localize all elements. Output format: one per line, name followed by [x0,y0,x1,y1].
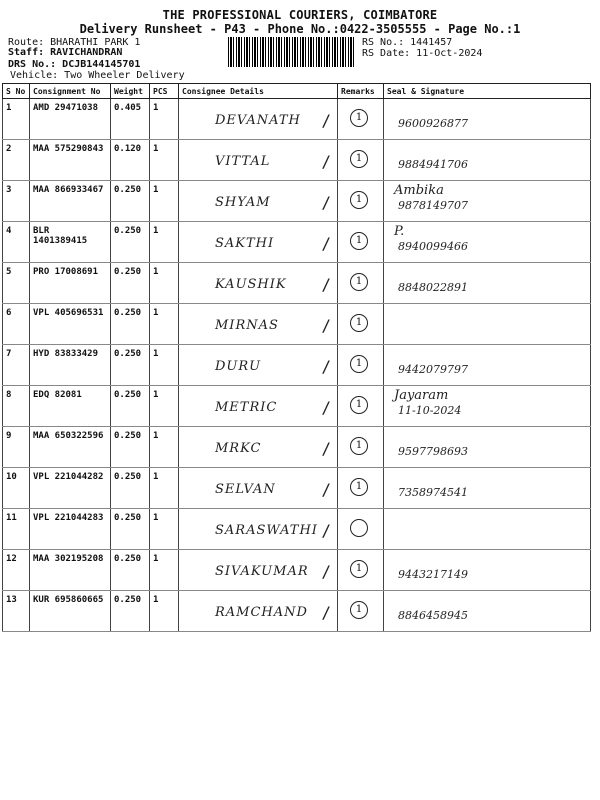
remark-circle: 1 [350,191,368,209]
cell-weight: 0.405 [111,99,150,140]
route: Route: BHARATHI PARK 1 [8,37,141,48]
cell-consignee [179,263,338,304]
remark-circle: 1 [350,109,368,127]
cell-signature [384,591,591,632]
cell-consignment-no: PRO 17008691 [30,263,111,304]
cell-weight: 0.250 [111,181,150,222]
signature-phone: 9597798693 [398,445,468,458]
signature-phone: 9443217149 [398,568,468,581]
cell-remarks [338,345,384,386]
cell-remarks [338,386,384,427]
cell-consignment-no: HYD 83833429 [30,345,111,386]
cell-remarks [338,304,384,345]
cell-weight: 0.250 [111,386,150,427]
cell-pcs: 1 [150,427,179,468]
col-consignment: Consignment No [30,84,111,99]
cell-consignment-no: MAA 650322596 [30,427,111,468]
cell-remarks [338,99,384,140]
runsheet-table [2,83,591,632]
staff: Staff: RAVICHANDRAN [8,47,123,58]
signature-phone: 9600926877 [398,117,468,130]
cell-pcs: 1 [150,468,179,509]
consignee-name: SARASWATHI [215,523,318,538]
table-row [3,140,591,181]
consignee-name: SHYAM [215,195,271,210]
table-row [3,345,591,386]
cell-weight: 0.250 [111,468,150,509]
cell-sno: 2 [3,140,30,181]
table-row [3,181,591,222]
table-row [3,304,591,345]
table-header-row [3,84,591,99]
cell-consignment-no: AMD 29471038 [30,99,111,140]
company-title: THE PROFESSIONAL COURIERS, COIMBATORE [162,8,438,22]
cell-consignee [179,427,338,468]
cell-consignment-no: VPL 221044283 [30,509,111,550]
consignee-name: RAMCHAND [215,605,308,620]
table-row [3,263,591,304]
remark-circle: 1 [350,314,368,332]
cell-consignee [179,591,338,632]
cell-signature [384,509,591,550]
signature-text: Jayaram [394,388,449,403]
remark-circle: 1 [350,232,368,250]
cell-sno: 11 [3,509,30,550]
cell-weight: 0.120 [111,140,150,181]
rs-date: RS Date: 11-Oct-2024 [362,48,483,59]
cell-remarks [338,222,384,263]
cell-consignee [179,468,338,509]
cell-pcs: 1 [150,222,179,263]
cell-consignee [179,140,338,181]
col-pcs: PCS [150,84,179,99]
cell-pcs: 1 [150,304,179,345]
remark-circle: 1 [350,355,368,373]
cell-pcs: 1 [150,591,179,632]
table-row [3,386,591,427]
cell-remarks [338,263,384,304]
signature-phone: 9442079797 [398,363,468,376]
signature-text: Ambika [394,183,444,198]
cell-consignment-no: KUR 695860665 [30,591,111,632]
table-row [3,99,591,140]
cell-sno: 12 [3,550,30,591]
consignee-name: SIVAKUMAR [215,564,309,579]
check-mark-icon: / [321,275,331,294]
signature-phone: 8848022891 [398,281,468,294]
cell-signature [384,304,591,345]
table-row [3,509,591,550]
cell-consignment-no: EDQ 82081 [30,386,111,427]
consignee-name: DURU [215,359,262,374]
table-row [3,222,591,263]
runsheet-subtitle: Delivery Runsheet - P43 - Phone No.:0422-3505555 - Page No.:1 [79,22,521,36]
cell-signature [384,345,591,386]
barcode-image [228,37,354,67]
cell-remarks [338,591,384,632]
check-mark-icon: / [321,562,331,581]
cell-consignee [179,222,338,263]
cell-consignee [179,181,338,222]
cell-weight: 0.250 [111,222,150,263]
cell-weight: 0.250 [111,591,150,632]
cell-sno: 1 [3,99,30,140]
table-row [3,427,591,468]
cell-signature [384,263,591,304]
check-mark-icon: / [321,152,331,171]
cell-weight: 0.250 [111,345,150,386]
cell-remarks [338,468,384,509]
cell-remarks [338,509,384,550]
table-row [3,550,591,591]
cell-pcs: 1 [150,509,179,550]
cell-sno: 4 [3,222,30,263]
cell-remarks [338,427,384,468]
check-mark-icon: / [321,603,331,622]
cell-sno: 13 [3,591,30,632]
cell-consignment-no: VPL 405696531 [30,304,111,345]
cell-consignee [179,345,338,386]
check-mark-icon: / [321,234,331,253]
cell-sno: 10 [3,468,30,509]
cell-pcs: 1 [150,386,179,427]
cell-weight: 0.250 [111,263,150,304]
remark-circle: 1 [350,601,368,619]
consignee-name: SELVAN [215,482,276,497]
signature-text: P. [394,224,405,239]
check-mark-icon: / [321,316,331,335]
cell-signature [384,550,591,591]
table-row [3,468,591,509]
check-mark-icon: / [321,193,331,212]
cell-consignee [179,386,338,427]
drs-number: DRS No.: DCJB144145701 [8,59,141,70]
check-mark-icon: / [321,398,331,417]
cell-sno: 5 [3,263,30,304]
cell-pcs: 1 [150,550,179,591]
remark-circle: 1 [350,478,368,496]
cell-consignment-no: MAA 866933467 [30,181,111,222]
cell-consignment-no: BLR 1401389415 [30,222,111,263]
cell-weight: 0.250 [111,304,150,345]
cell-weight: 0.250 [111,509,150,550]
signature-phone: 8940099466 [398,240,468,253]
cell-weight: 0.250 [111,427,150,468]
check-mark-icon: / [321,521,331,540]
remark-circle: 1 [350,273,368,291]
cell-remarks [338,550,384,591]
cell-signature [384,468,591,509]
cell-pcs: 1 [150,99,179,140]
cell-consignment-no: VPL 221044282 [30,468,111,509]
vehicle: Vehicle: Two Wheeler Delivery [10,70,185,81]
cell-pcs: 1 [150,345,179,386]
cell-signature [384,181,591,222]
cell-sno: 6 [3,304,30,345]
cell-pcs: 1 [150,263,179,304]
cell-consignee [179,304,338,345]
col-sno: S No [3,84,30,99]
cell-sno: 7 [3,345,30,386]
consignee-name: KAUSHIK [215,277,287,292]
cell-consignee [179,509,338,550]
signature-phone: 8846458945 [398,609,468,622]
remark-circle: 1 [350,560,368,578]
cell-signature [384,386,591,427]
signature-phone: 7358974541 [398,486,468,499]
cell-signature [384,222,591,263]
rs-number: RS No.: 1441457 [362,37,453,48]
remark-circle: 1 [350,437,368,455]
consignee-name: METRIC [215,400,278,415]
consignee-name: DEVANATH [215,113,301,128]
cell-signature [384,140,591,181]
cell-weight: 0.250 [111,550,150,591]
remark-circle [350,519,368,537]
cell-remarks [338,181,384,222]
cell-sno: 3 [3,181,30,222]
col-weight: Weight [111,84,150,99]
cell-consignee [179,550,338,591]
cell-consignment-no: MAA 575290843 [30,140,111,181]
check-mark-icon: / [321,357,331,376]
check-mark-icon: / [321,111,331,130]
signature-phone: 11-10-2024 [398,404,462,417]
col-remarks: Remarks [338,84,384,99]
table-row [3,591,591,632]
cell-remarks [338,140,384,181]
cell-consignee [179,99,338,140]
remark-circle: 1 [350,150,368,168]
signature-phone: 9884941706 [398,158,468,171]
cell-pcs: 1 [150,140,179,181]
check-mark-icon: / [321,439,331,458]
cell-sno: 9 [3,427,30,468]
consignee-name: MRKC [215,441,262,456]
consignee-name: MIRNAS [215,318,279,333]
consignee-name: VITTAL [215,154,271,169]
check-mark-icon: / [321,480,331,499]
cell-signature [384,99,591,140]
consignee-name: SAKTHI [215,236,275,251]
cell-signature [384,427,591,468]
remark-circle: 1 [350,396,368,414]
cell-pcs: 1 [150,181,179,222]
cell-sno: 8 [3,386,30,427]
signature-phone: 9878149707 [398,199,468,212]
col-consignee: Consignee Details [179,84,338,99]
cell-consignment-no: MAA 302195208 [30,550,111,591]
col-signature: Seal & Signature [384,84,591,99]
